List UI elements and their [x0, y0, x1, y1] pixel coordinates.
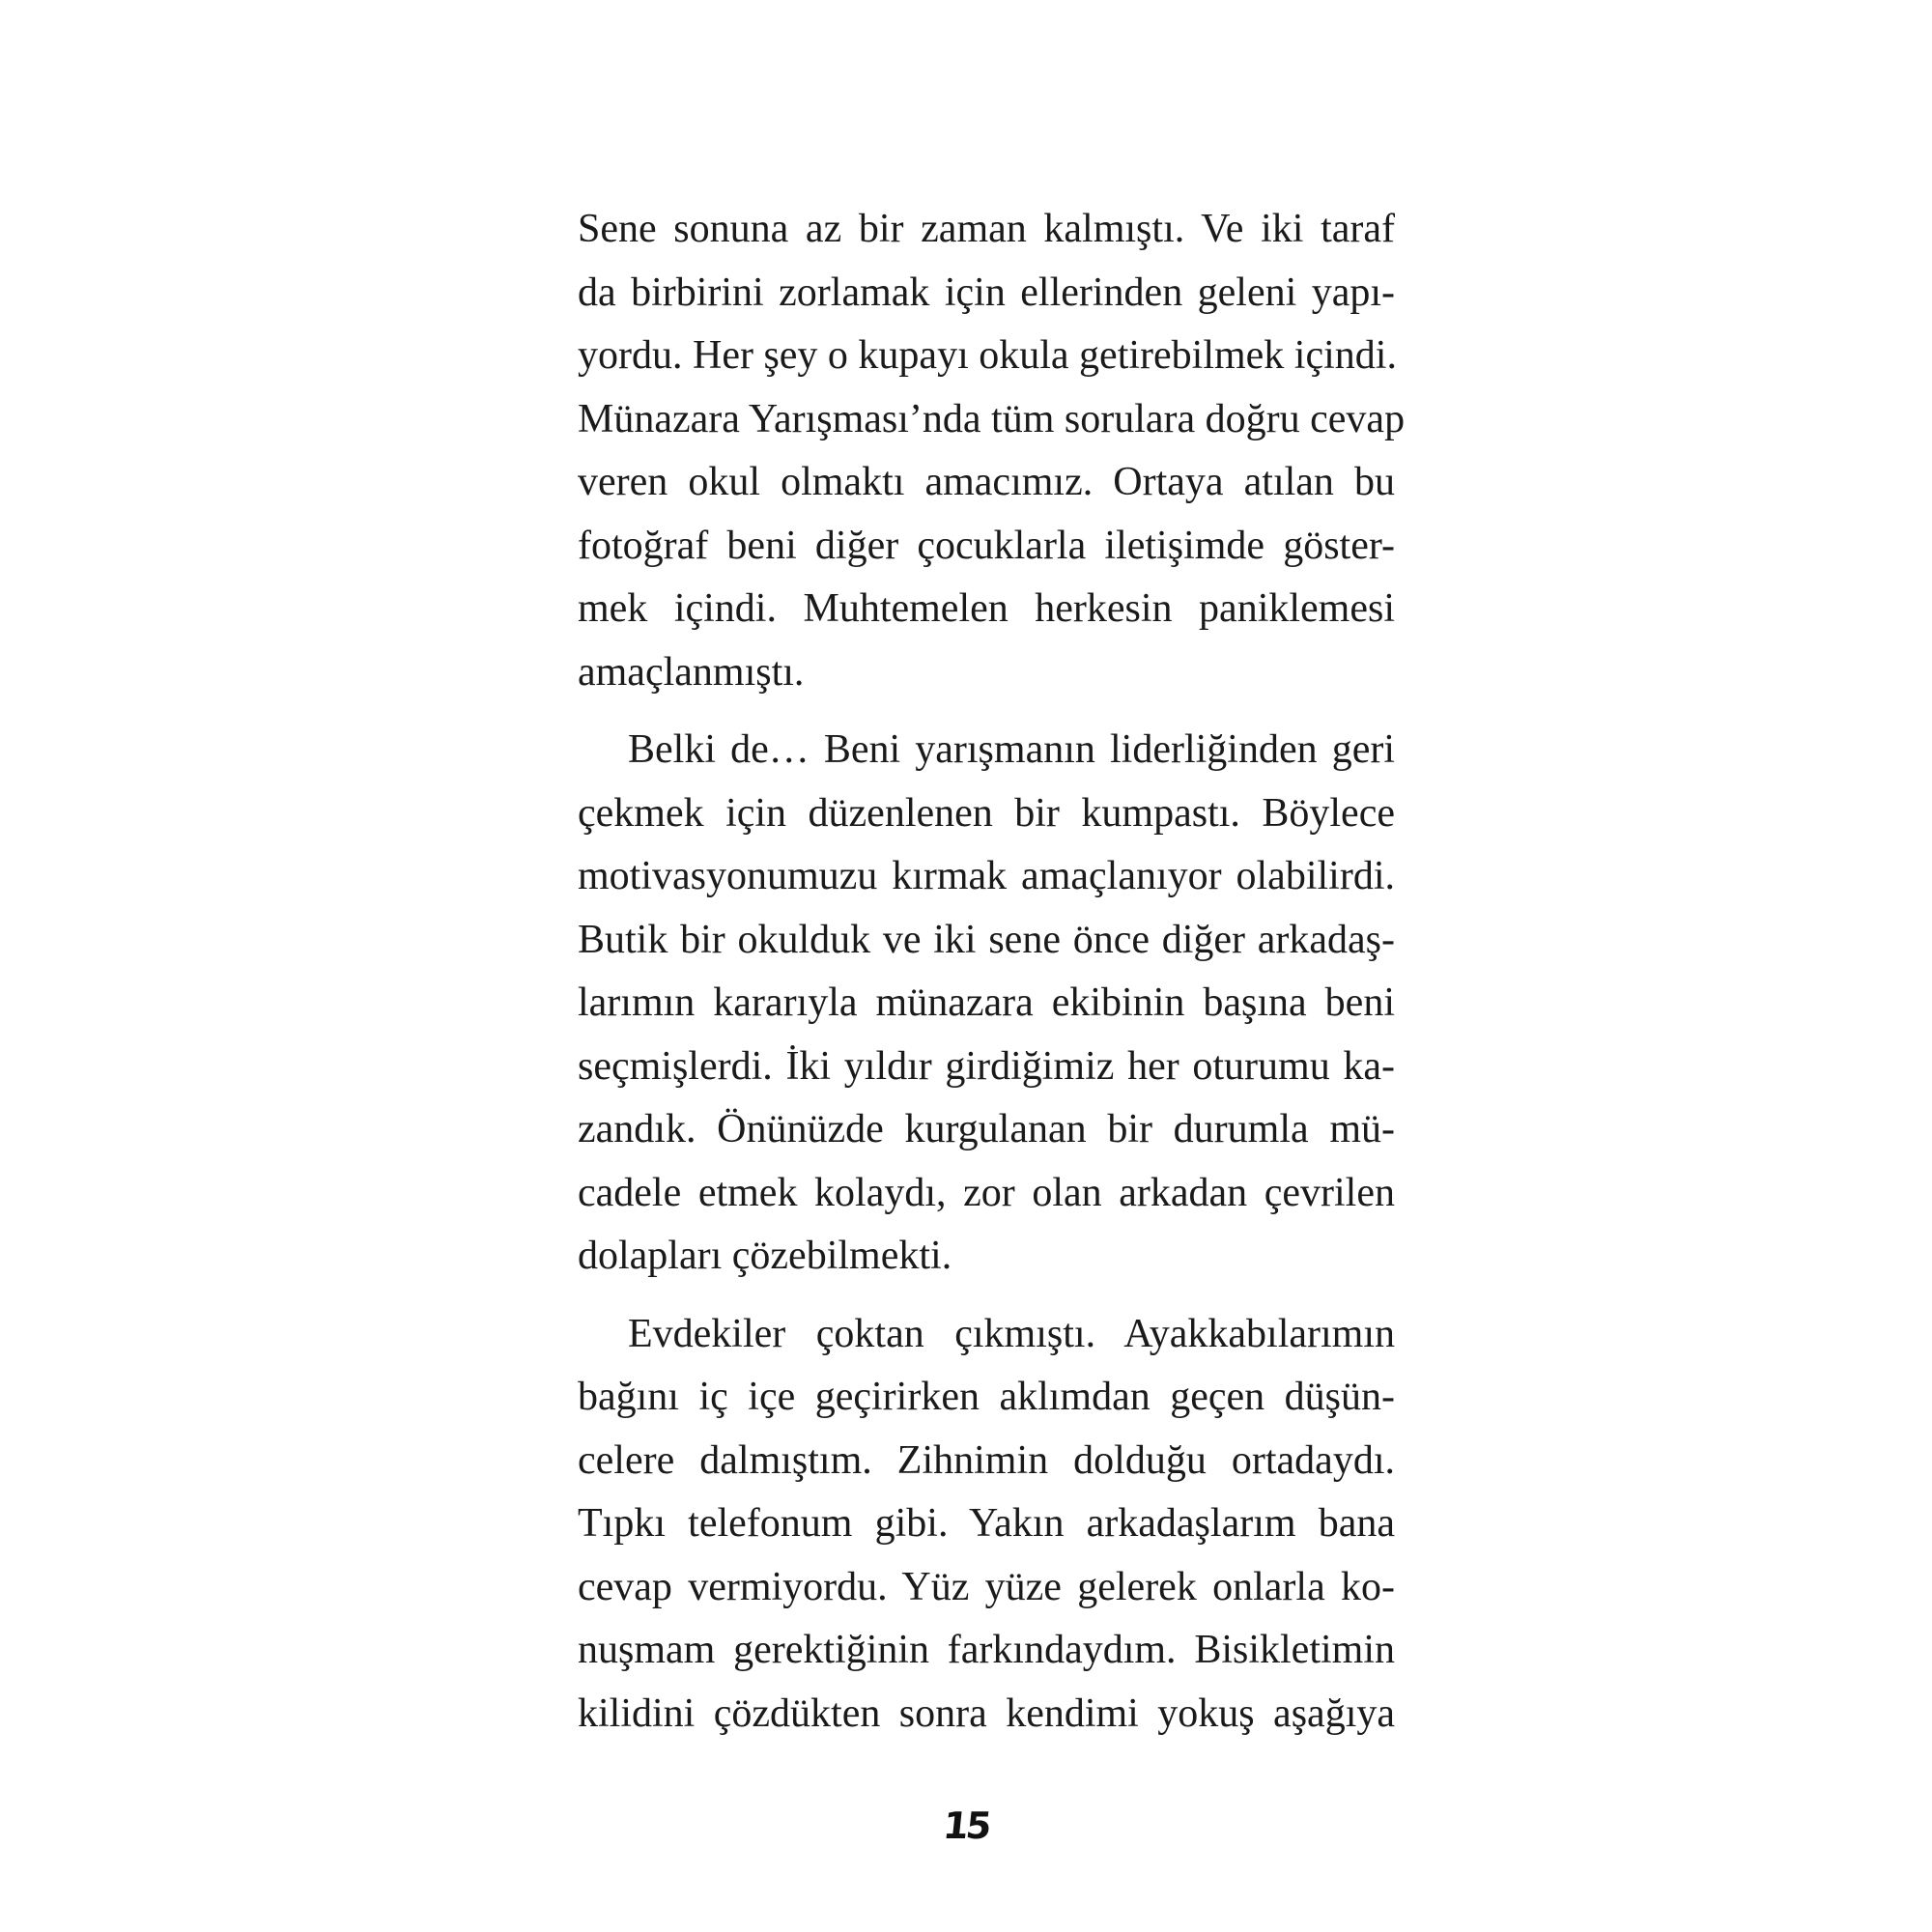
- text-line: zandık. Önünüzde kurgulanan bir durumla mü-: [578, 1107, 1395, 1151]
- text-line: larımın kararıyla münazara ekibinin başına beni: [578, 980, 1395, 1025]
- text-line: seçmişlerdi. İki yıldır girdiğimiz her oturumu ka-: [578, 1043, 1395, 1089]
- text-line: cadele etmek kolaydı, zor olan arkadan çevrilen: [578, 1170, 1395, 1215]
- text-line: Belki de… Beni yarışmanın liderliğinden geri: [628, 727, 1395, 772]
- paragraph-2: [578, 719, 1395, 1289]
- text-line: çekmek için düzenlenen bir kumpastı. Böylece: [578, 790, 1395, 836]
- text-line: kilidini çözdükten sonra kendimi yokuş aşağıya: [578, 1690, 1395, 1736]
- text-line: Münazara Yarışması’nda tüm sorulara doğru cevap: [578, 396, 1406, 441]
- page-number: 15: [941, 1804, 991, 1847]
- text-line: amaçlanmıştı.: [578, 649, 805, 695]
- text-line: Sene sonuna az bir zaman kalmıştı. Ve iki taraf: [578, 207, 1395, 251]
- text-line: nuşmam gerektiğinin farkındaydım. Bisikletimin: [578, 1628, 1395, 1672]
- text-line: bağını iç içe geçirirken aklımdan geçen düşün-: [578, 1375, 1395, 1419]
- text-line: Butik bir okulduk ve iki sene önce diğer arkadaş-: [578, 917, 1395, 962]
- text-line: celere dalmıştım. Zihnimin dolduğu ortadaydı.: [578, 1437, 1395, 1483]
- text-line: dolapları çözebilmekti.: [578, 1234, 952, 1278]
- text-line: mek içindi. Muhtemelen herkesin paniklemesi: [578, 586, 1395, 631]
- text-line: da birbirini zorlamak için ellerinden geleni yapı-: [578, 270, 1395, 315]
- text-line: yordu. Her şey o kupayı okula getirebilmek içindi.: [578, 333, 1397, 378]
- text-line: cevap vermiyordu. Yüz yüze gelerek onlarla ko-: [578, 1564, 1395, 1609]
- body-text: [578, 198, 1406, 1760]
- paragraph-3: [578, 1303, 1395, 1747]
- text-line: Evdekiler çoktan çıkmıştı. Ayakkabılarımın: [628, 1311, 1395, 1356]
- text-line: motivasyonumuzu kırmak amaçlanıyor olabilirdi.: [578, 854, 1395, 898]
- text-line: fotoğraf beni diğer çocuklarla iletişimde göster-: [578, 523, 1395, 568]
- text-line: veren okul olmaktı amacımız. Ortaya atılan bu: [578, 460, 1395, 504]
- text-line: Tıpkı telefonum gibi. Yakın arkadaşlarım bana: [578, 1501, 1395, 1546]
- paragraph-1: [578, 198, 1406, 704]
